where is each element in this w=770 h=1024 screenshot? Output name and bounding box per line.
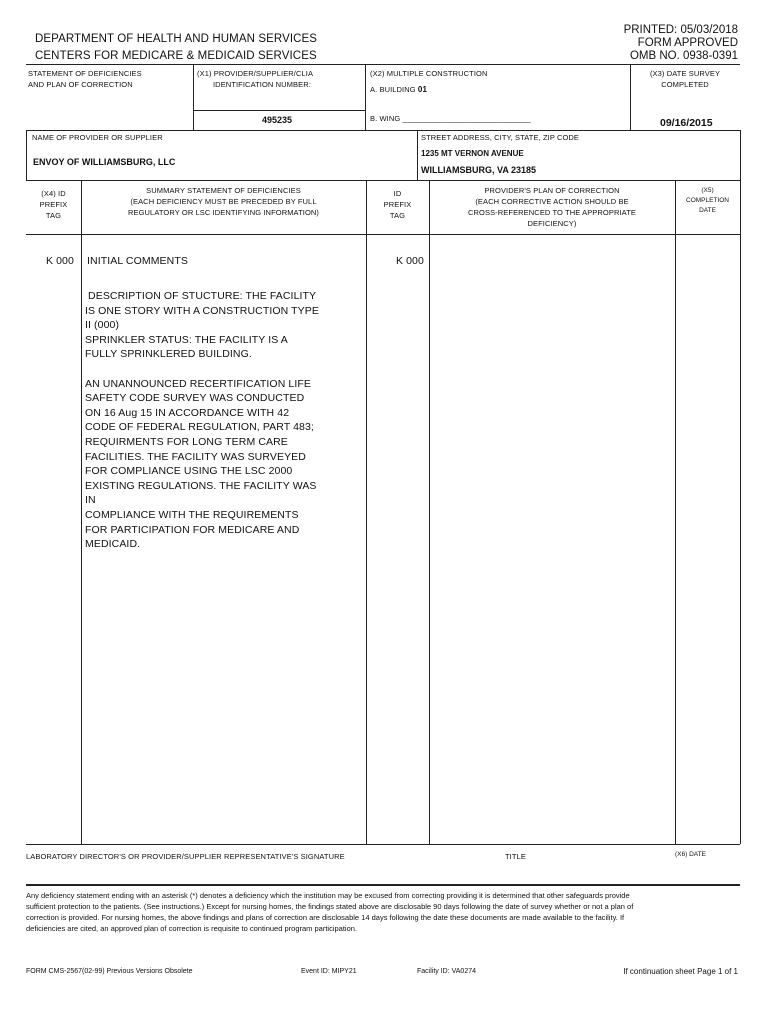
x4-header-line: TAG — [45, 211, 62, 220]
plan-header-line: (EACH CORRECTIVE ACTION SHOULD BE — [475, 197, 629, 206]
x3-label: COMPLETED — [661, 80, 709, 89]
wing-label-text: B. WING — [370, 114, 401, 123]
plan-header-line: DEFICIENCY) — [527, 219, 577, 228]
summary-header-line: REGULATORY OR LSC IDENTIFYING INFORMATION) — [127, 208, 320, 217]
x1-label: (X1) PROVIDER/SUPPLIER/CLIA — [197, 69, 314, 78]
printed-date: PRINTED: 05/03/2018 — [623, 24, 738, 36]
rule — [26, 234, 740, 235]
statement-label: AND PLAN OF CORRECTION — [28, 80, 133, 89]
street-address: 1235 MT VERNON AVENUE — [421, 149, 524, 158]
building-label-text: A. BUILDING — [370, 85, 416, 94]
provider-name: ENVOY OF WILLIAMSBURG, LLC — [33, 157, 176, 167]
rule — [26, 844, 740, 845]
survey-date: 09/16/2015 — [660, 117, 713, 129]
form-number: FORM CMS-2567(02-99) Previous Versions Obsolete — [26, 968, 193, 975]
id-prefix-header-line: PREFIX — [383, 200, 412, 209]
rule — [675, 180, 676, 844]
rule — [429, 180, 430, 844]
rule — [26, 64, 740, 65]
id-prefix-header — [366, 188, 429, 221]
x5-header-line: COMPLETION — [686, 197, 729, 204]
rule — [740, 130, 741, 180]
x5-header-line: (X5) — [701, 187, 714, 194]
id-prefix-header-line: TAG — [389, 211, 406, 220]
survey-description: AN UNANNOUNCED RECERTIFICATION LIFE SAFETY CODE SURVEY WAS CONDUCTED ON 16 Aug 15 IN ACCORDANCE WITH 42 CODE OF FEDERAL REGULATION, PART 483; REQUIRMENTS FOR LONG TERM CARE FACILITIES. THE FACILITY WAS SURVEYED FOR COMPLIANCE USING THE LSC 2000 EXISTING REGULATIONS. THE FACILITY WAS IN COMPLIANCE WITH THE REQUIREMENTS FOR PARTICIPATION FOR MEDICARE AND MEDICAID. — [85, 377, 317, 551]
rule — [193, 64, 194, 130]
agency-subname: CENTERS FOR MEDICARE & MEDICAID SERVICES — [35, 50, 317, 62]
form-approved: FORM APPROVED — [637, 37, 738, 49]
summary-header-line: SUMMARY STATEMENT OF DEFICIENCIES — [146, 186, 301, 195]
summary-header — [81, 185, 366, 218]
signature-label: LABORATORY DIRECTOR'S OR PROVIDER/SUPPLIER REPRESENTATIVE'S SIGNATURE — [26, 852, 345, 861]
rule — [417, 130, 418, 180]
correction-tag: K 000 — [396, 255, 424, 267]
building-value: 01 — [417, 85, 427, 94]
x3-label: (X3) DATE SURVEY — [649, 69, 721, 78]
x4-header — [26, 188, 81, 221]
title-label: TITLE — [505, 852, 526, 861]
deficiency-summary — [85, 289, 363, 566]
x5-header-line: DATE — [699, 207, 716, 214]
rule — [366, 180, 367, 844]
provider-name-label: NAME OF PROVIDER OR SUPPLIER — [32, 133, 163, 142]
rule — [26, 180, 740, 181]
rule — [26, 130, 27, 180]
id-prefix-header-line: ID — [393, 189, 402, 198]
x5-header — [675, 186, 740, 216]
rule — [193, 110, 365, 111]
page-indicator: If continuation sheet Page 1 of 1 — [623, 967, 738, 976]
structure-description: DESCRIPTION OF STUCTURE: THE FACILITY IS ONE STORY WITH A CONSTRUCTION TYPE II (000) SPRINKLER STATUS: THE FACILITY IS A FULLY SPRINKLERED BUILDING. — [85, 290, 319, 361]
wing-blank: ______________________________ — [402, 114, 531, 123]
event-id: Event ID: MIPY21 — [301, 968, 357, 975]
omb-number: OMB NO. 0938-0391 — [629, 50, 738, 62]
statement-label: STATEMENT OF DEFICIENCIES — [28, 69, 142, 78]
x2-label: (X2) MULTIPLE CONSTRUCTION — [370, 69, 488, 78]
rule — [740, 180, 741, 844]
facility-id: Facility ID: VA0274 — [417, 968, 477, 975]
plan-header-line: CROSS-REFERENCED TO THE APPROPRIATE — [468, 208, 636, 217]
plan-header — [429, 185, 675, 229]
x4-header-line: (X4) ID — [41, 189, 66, 198]
signature-date-label: (X6) DATE — [675, 851, 706, 858]
plan-header-line: PROVIDER'S PLAN OF CORRECTION — [484, 186, 620, 195]
provider-id-number: 495235 — [262, 115, 293, 125]
rule — [365, 64, 366, 130]
deficiency-heading: INITIAL COMMENTS — [87, 255, 188, 267]
deficiency-tag: K 000 — [46, 255, 74, 267]
city-state-zip: WILLIAMSBURG, VA 23185 — [421, 165, 537, 175]
summary-header-line: (EACH DEFICIENCY MUST BE PRECEDED BY FULL — [130, 197, 317, 206]
x4-header-line: PREFIX — [39, 200, 68, 209]
x1-label: IDENTIFICATION NUMBER: — [213, 80, 311, 89]
wing-label — [370, 114, 531, 123]
rule — [26, 130, 740, 131]
disclaimer-text: Any deficiency statement ending with an asterisk (*) denotes a deficiency which the institution may be excused from correcting providing it is determined that other safeguards provide sufficient protection to the patients. (See instructions.) Except for nursing homes, the findings stated above are disclosable 90 days following the date of survey whether or not a plan of correction is provided. For nursing homes, the above findings and plans of correction are disclosable 14 days following the date these documents are made available to the facility. If deficiencies are cited, an approved plan of correction is requisite to continued program participation. — [26, 891, 634, 933]
rule — [81, 180, 82, 844]
building-label — [370, 85, 427, 94]
address-label: STREET ADDRESS, CITY, STATE, ZIP CODE — [421, 133, 580, 142]
rule — [26, 884, 740, 886]
agency-name: DEPARTMENT OF HEALTH AND HUMAN SERVICES — [35, 33, 318, 45]
